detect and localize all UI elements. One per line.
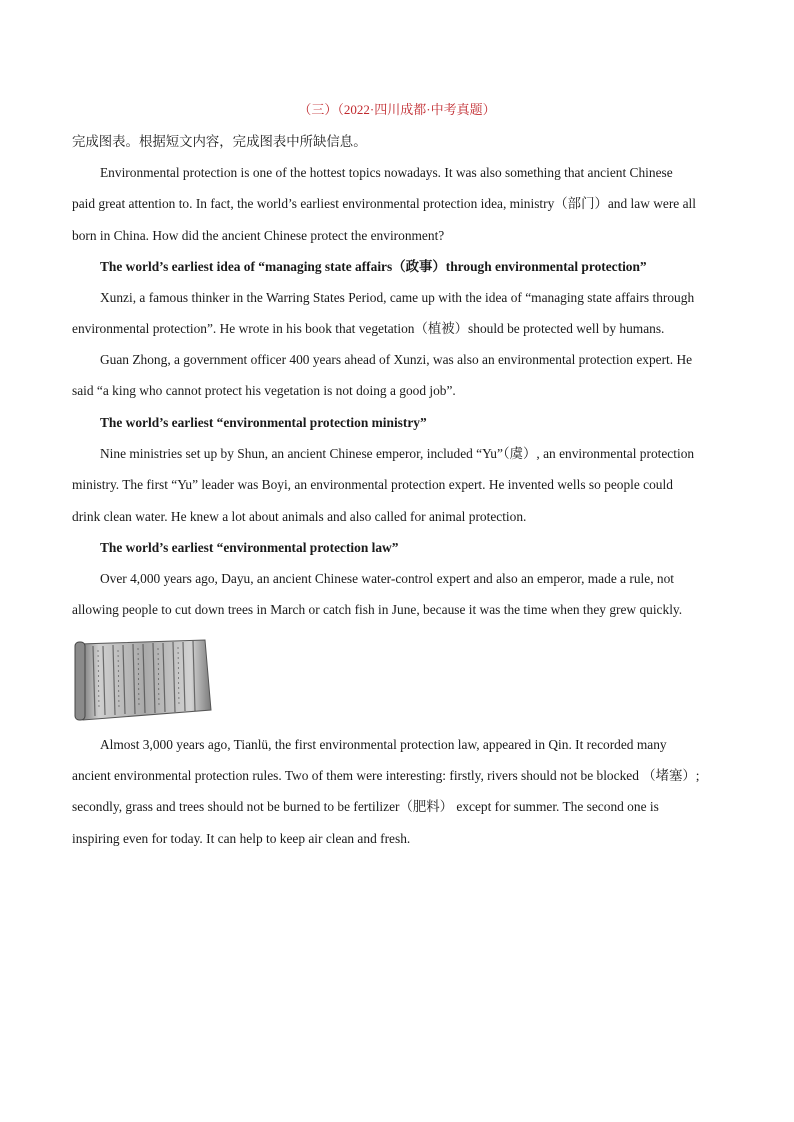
paragraph-line: Environmental protection is one of the hottest topics nowadays. It was also something that ancient Chinese <box>100 165 673 180</box>
paragraph-line: born in China. How did the ancient Chinese protect the environment? <box>72 228 445 243</box>
paragraph-line: environmental protection”. He wrote in his book that vegetation（植被）should be protected well by humans. <box>72 321 665 336</box>
paragraph-line: drink clean water. He knew a lot about animals and also called for animal protection. <box>72 509 527 524</box>
instruction: 完成图表。根据短文内容，完成图表中所缺信息。 <box>72 134 367 149</box>
section-heading: The world’s earliest “environmental protection ministry” <box>100 415 427 430</box>
paragraph-line: Nine ministries set up by Shun, an ancient Chinese emperor, included “Yu”（虞）, an environmental protection <box>100 446 695 461</box>
paragraph-line: ministry. The first “Yu” leader was Boyi, an environmental protection expert. He invented wells so people could <box>72 477 673 492</box>
paragraph-line: secondly, grass and trees should not be burned to be fertilizer（肥料） except for summer. The second one is <box>72 799 659 814</box>
paragraph-line: Guan Zhong, a government officer 400 years ahead of Xunzi, was also an environmental protection expert. He <box>100 352 693 367</box>
bamboo-scroll-image <box>73 638 213 722</box>
paragraph-line: Xunzi, a famous thinker in the Warring States Period, came up with the idea of “managing state affairs through <box>100 290 695 305</box>
paragraph-line: inspiring even for today. It can help to keep air clean and fresh. <box>72 831 411 846</box>
paragraph-line: ancient environmental protection rules. Two of them were interesting: firstly, rivers should not be blocked （堵塞）; <box>72 768 700 783</box>
question-title: （三）（2022·四川成都·中考真题） <box>298 102 496 117</box>
paragraph-line: allowing people to cut down trees in March or catch fish in June, because it was the time when they grew quickly. <box>72 602 683 617</box>
paragraph-line: Over 4,000 years ago, Dayu, an ancient Chinese water-control expert and also an emperor, made a rule, not <box>100 571 675 586</box>
section-heading: The world’s earliest “environmental protection law” <box>100 540 399 555</box>
paragraph-line: said “a king who cannot protect his vegetation is not doing a good job”. <box>72 383 456 398</box>
section-heading: The world’s earliest idea of “managing state affairs（政事）through environmental protection” <box>100 259 647 274</box>
paragraph-line: paid great attention to. In fact, the world’s earliest environmental protection idea, ministry（部门）and law were all <box>72 196 696 211</box>
paragraph-line: Almost 3,000 years ago, Tianlü, the first environmental protection law, appeared in Qin. It recorded many <box>100 737 667 752</box>
